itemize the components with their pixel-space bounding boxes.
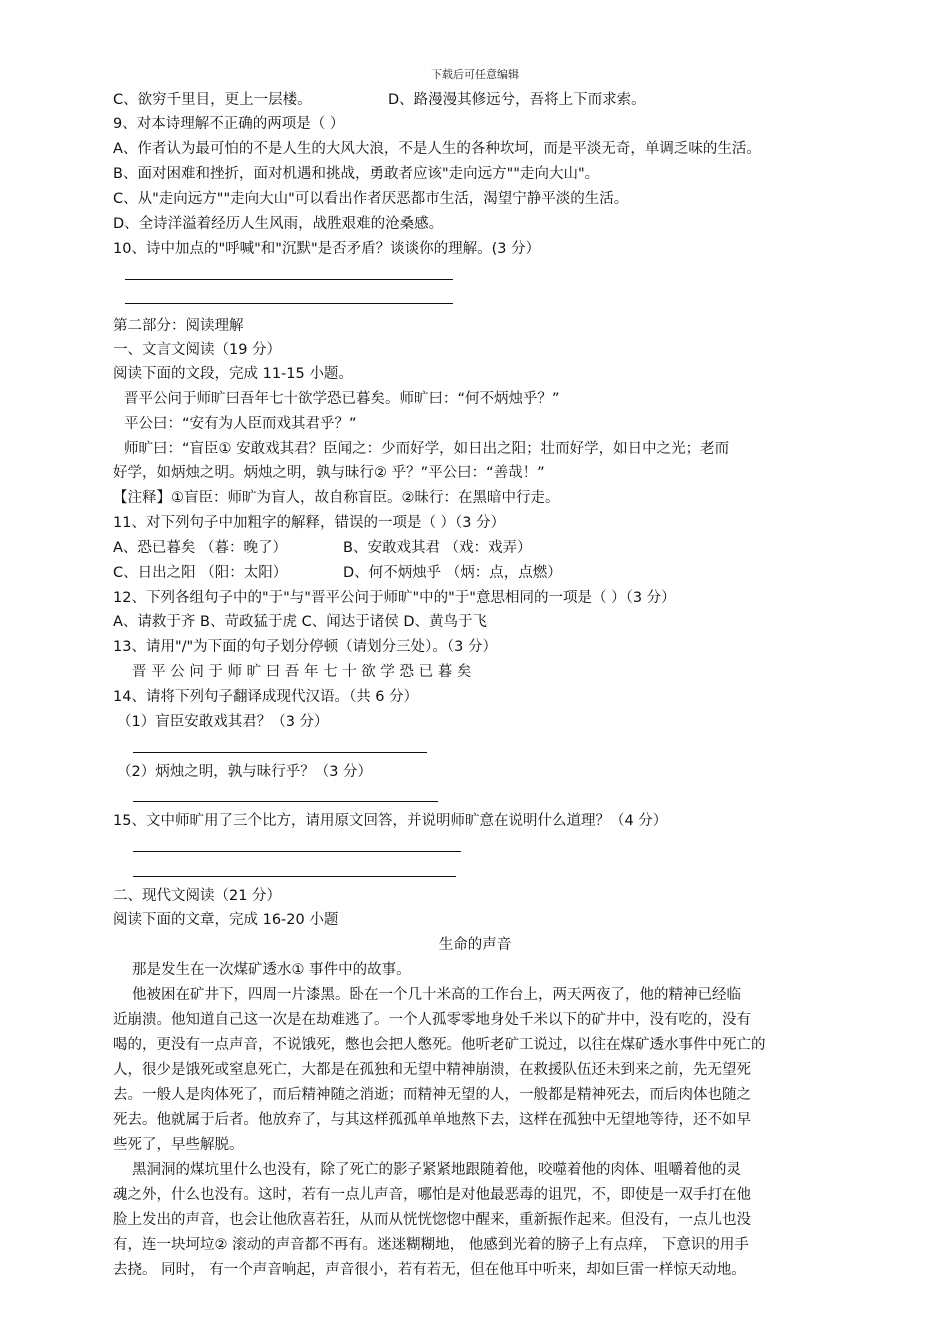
q15-stem: 15、文中师旷用了三个比方，请用原文回答，并说明师旷意在说明什么道理？（4 分） <box>113 813 668 829</box>
q14-sentence-2: （2）炳烛之明，孰与昧行乎？（3 分） <box>117 764 373 780</box>
q8-option-c: C、欲穷千里目，更上一层楼。 <box>113 92 312 108</box>
article-line: 人，很少是饿死或窒息死亡，大都是在孤独和无望中精神崩溃，在救援队伍还未到来之前，先无望死 <box>113 1062 751 1078</box>
article-line: 去。一般人是肉体死了，而后精神随之消逝；而精神无望的人，一般都是精神死去，而后肉体也随之 <box>113 1087 751 1103</box>
q9-option-a: A、作者认为最可怕的不是人生的大风大浪，不是人生的各种坎坷，而是平淡无奇，单调乏味的生活。 <box>113 141 761 157</box>
article-title: 生命的声音 <box>438 937 512 953</box>
article-line: 去挠。 同时， 有一个声音响起，声音很小，若有若无，但在他耳中听来，却如巨雷一样惊天动地。 <box>113 1262 746 1278</box>
classical-passage-line: 平公曰：“安有为人臣而戏其君乎？” <box>124 416 357 432</box>
section-classical-title: 一、文言文阅读（19 分） <box>113 342 282 358</box>
answer-line[interactable] <box>125 279 453 280</box>
classical-note: 【注释】①盲臣：师旷为盲人，故自称盲臣。②昧行：在黑暗中行走。 <box>113 490 560 506</box>
q9-option-b: B、面对困难和挫折，面对机遇和挑战，勇敢者应该"走向远方""走向大山"。 <box>113 166 600 182</box>
article-line: 些死了，早些解脱。 <box>113 1137 244 1153</box>
classical-passage-line: 师旷曰：“盲臣① 安敢戏其君？臣闻之：少而好学，如日出之阳；壮而好学，如日中之光；老而 <box>124 441 730 457</box>
q11-option-c: C、日出之阳 （阳：太阳） <box>113 565 288 581</box>
q12-stem: 12、下列各组句子中的"于"与"晋平公问于师旷"中的"于"意思相同的一项是（ ）（3 分） <box>113 590 676 606</box>
q9-option-d: D、全诗洋溢着经历人生风雨，战胜艰难的沧桑感。 <box>113 216 444 232</box>
q8-option-d: D、路漫漫其修远兮，吾将上下而求索。 <box>388 92 646 108</box>
q9-stem: 9、对本诗理解不正确的两项是（ ） <box>113 116 345 132</box>
article-line: 喝的，更没有一点声音，不说饿死，憋也会把人憋死。他听老矿工说过，以往在煤矿透水事件中死亡的 <box>113 1037 766 1053</box>
q11-option-a: A、恐已暮矣 （暮：晚了） <box>113 540 288 556</box>
answer-line[interactable] <box>133 851 461 852</box>
q13-sentence: 晋 平 公 问 于 师 旷 曰 吾 年 七 十 欲 学 恐 已 暮 矣 <box>132 664 472 680</box>
part2-title: 第二部分：阅读理解 <box>113 318 244 334</box>
q9-option-c: C、从"走向远方""走向大山"可以看出作者厌恶都市生活，渴望宁静平淡的生活。 <box>113 191 629 207</box>
article-line: 近崩溃。他知道自己这一次是在劫难逃了。一个人孤零零地身处千米以下的矿井中，没有吃的，没有 <box>113 1012 751 1028</box>
answer-line[interactable] <box>125 303 453 304</box>
q14-sentence-1: （1）盲臣安敢戏其君？（3 分） <box>117 714 329 730</box>
q11-stem: 11、对下列句子中加粗字的解释，错误的一项是（ ）（3 分） <box>113 515 506 531</box>
article-line: 魂之外，什么也没有。这时，若有一点儿声音，哪怕是对他最恶毒的诅咒，不，即使是一双手打在他 <box>113 1187 751 1203</box>
q11-option-b: B、安敢戏其君 （戏：戏弄） <box>343 540 532 556</box>
section-modern-title: 二、现代文阅读（21 分） <box>113 888 282 904</box>
q13-stem: 13、请用"/"为下面的句子划分停顿（请划分三处）。（3 分） <box>113 639 498 655</box>
classical-passage-line: 晋平公问于师旷曰吾年七十欲学恐已暮矣。师旷曰：“何不炳烛乎？” <box>124 391 560 407</box>
article-line: 他被困在矿井下，四周一片漆黑。卧在一个几十米高的工作台上，两天两夜了，他的精神已经临 <box>132 987 741 1003</box>
modern-instruction: 阅读下面的文章，完成 16-20 小题 <box>113 912 339 928</box>
q14-stem: 14、请将下列句子翻译成现代汉语。（共 6 分） <box>113 689 419 705</box>
page-header: 下载后可任意编辑 <box>431 68 519 81</box>
answer-line[interactable] <box>133 752 427 753</box>
classical-instruction: 阅读下面的文段，完成 11-15 小题。 <box>113 366 353 382</box>
article-line: 那是发生在一次煤矿透水① 事件中的故事。 <box>132 962 411 978</box>
classical-passage-line: 好学，如炳烛之明。炳烛之明，孰与昧行② 乎？”平公曰：“善哉！” <box>113 465 545 481</box>
q10-stem: 10、诗中加点的"呼喊"和"沉默"是否矛盾？谈谈你的理解。(3 分） <box>113 241 541 257</box>
answer-line[interactable] <box>133 876 456 877</box>
answer-line[interactable] <box>133 801 438 802</box>
article-line: 死去。他就属于后者。他放弃了，与其这样孤孤单单地熬下去，这样在孤独中无望地等待，还不如早 <box>113 1112 751 1128</box>
q11-option-d: D、何不炳烛乎 （炳：点，点燃） <box>343 565 562 581</box>
article-line: 黑洞洞的煤坑里什么也没有，除了死亡的影子紧紧地跟随着他，咬噬着他的肉体、咀嚼着他的灵 <box>132 1162 741 1178</box>
article-line: 脸上发出的声音，也会让他欣喜若狂，从而从恍恍惚惚中醒来，重新振作起来。但没有，一点儿也没 <box>113 1212 751 1228</box>
article-line: 有，连一块坷垃② 滚动的声音都不再有。迷迷糊糊地， 他感到光着的膀子上有点痒， 下意识的用手 <box>113 1237 749 1253</box>
q12-options: A、请救于齐 B、苛政猛于虎 C、闻达于诸侯 D、黄鸟于飞 <box>113 614 487 630</box>
